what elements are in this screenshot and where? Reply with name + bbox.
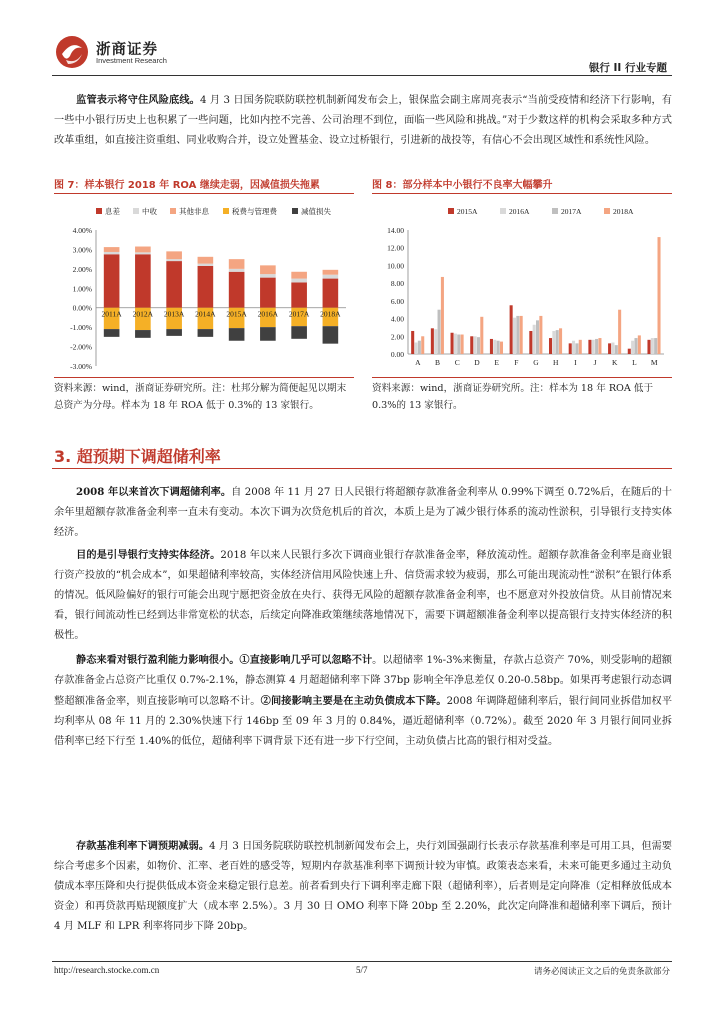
bar-J-2016A xyxy=(592,340,595,354)
paragraph-lead: 目的是引导银行支持实体经济。 xyxy=(76,549,221,561)
bar-A-2015A xyxy=(411,331,414,354)
bar-2017A-0 xyxy=(291,282,307,307)
legend-swatch-1 xyxy=(500,208,506,214)
bar-B-2017A xyxy=(438,310,441,354)
bar-D-2015A xyxy=(470,336,473,354)
bar-2012A-4 xyxy=(135,330,151,338)
y-tick-label: 2.00 xyxy=(390,332,404,342)
bar-C-2015A xyxy=(451,333,454,354)
y-tick-label: -1.00% xyxy=(70,323,92,333)
bar-2013A-1 xyxy=(166,259,182,261)
bar-D-2018A xyxy=(480,317,483,354)
footer-disclaimer: 请务必阅读正文之后的免责条款部分 xyxy=(533,967,670,977)
fig8-source: 资料来源：wind，浙商证券研究所。注：样本为 18 年 ROA 低于 0.3%的 13 家银行。 xyxy=(372,383,654,411)
legend-label-2: 其他非息 xyxy=(179,207,209,216)
bar-L-2018A xyxy=(638,335,641,354)
bar-2015A-2 xyxy=(229,259,245,269)
bar-F-2016A xyxy=(513,318,516,354)
bar-2014A-0 xyxy=(198,266,214,308)
paragraph-deposit-rate xyxy=(54,836,672,937)
bar-D-2016A xyxy=(474,336,477,354)
paragraph-body: 4 月 3 日国务院联防联控机制新闻发布会上，央行刘国强副行长表示存款基准利率是可用工具，但需要综合考虑多个因素，如物价、汇率、老百姓的感受等，短期内存款基准利率下调预计较为审慎。政策表态来看，未来可能更多通过主动负债成本率压降和央行提供低成本资金来稳定银行息差。前者看到央行下调利率走廊下限（超储利率），后者则是定向降准（定相释放低成本资金）和再贷款再贴现额度扩大（成本率 2.5%）。3 月 30 日 OMO 利率下降 20bp 至 2.20%，此次定向降准和超储利率下调后，预计 4 月 MLF 和 LPR 利率将同步下降 20bp。 xyxy=(54,841,672,932)
bar-L-2015A xyxy=(628,349,631,354)
bar-I-2016A xyxy=(572,341,575,354)
brand-name-en: Investment Research xyxy=(96,56,167,65)
bar-K-2018A xyxy=(618,310,621,354)
bar-G-2016A xyxy=(533,325,536,354)
bar-J-2015A xyxy=(588,340,591,354)
paragraph-body-2: 2008 年调降超储利率后，银行间同业拆借加权平均利率从 08 年 11 月的 2.30%快速下行 146bp 至 09 年 3 月的 0.84%，逼近超储利率（0.72%）。截至 2020 年 3 月银行间同业拆借利率已经下行至 1.40%的低位，超储利率下调背景下还有进一步下行空间，主动负债占比高的银行相对受益。 xyxy=(54,696,673,747)
y-tick-label: 6.00 xyxy=(390,296,404,306)
fig7-top-rule xyxy=(54,193,354,194)
x-tick-label: H xyxy=(552,358,559,367)
bar-2012A-1 xyxy=(135,252,151,254)
report-type: 银行 II 行业专题 xyxy=(588,62,667,74)
bar-H-2017A xyxy=(556,330,559,354)
legend-swatch-2 xyxy=(170,208,176,214)
bar-C-2017A xyxy=(457,335,460,354)
page-number: 5/7 xyxy=(356,965,368,975)
x-tick-label: I xyxy=(574,358,577,367)
bar-2012A-0 xyxy=(135,254,151,307)
bar-H-2016A xyxy=(552,331,555,354)
legend-swatch-0 xyxy=(448,208,454,214)
y-tick-label: 12.00 xyxy=(387,243,404,253)
bar-I-2017A xyxy=(575,343,578,354)
x-tick-label: 2015A xyxy=(226,309,247,319)
bar-J-2017A xyxy=(595,339,598,354)
paragraph-body: 2018 年以来人民银行多次下调商业银行存款准备金率，释放流动性。超额存款准备金利率是商业银行资产投放的“机会成本”，如果超储利率较高，实体经济信用风险快速上升、信贷需求较为疲弱，那么可能出现流动性“淤积”在银行体系的情况。低风险偏好的银行可能会出现宁愿把资金放在央行、获得无风险的超额存款准备金利率，也不愿意对外投放信贷。从目前情况来看，银行间流动性已经到达非常宽松的状态，后续定向降准政策继续落地情况下，需要下调超额准备金利率以提高银行支持实体经济的积极性。 xyxy=(54,550,672,641)
bar-K-2015A xyxy=(608,343,611,354)
legend-label-0: 息差 xyxy=(105,207,120,216)
fig7-chart xyxy=(54,196,354,376)
bar-2011A-2 xyxy=(104,247,120,252)
bar-2012A-2 xyxy=(135,247,151,253)
y-tick-label: 0.00 xyxy=(390,350,404,359)
x-tick-label: 2017A xyxy=(288,309,310,319)
paragraph-lead: 存款基准利率下调预期减弱。 xyxy=(76,840,210,852)
bar-M-2016A xyxy=(651,338,654,354)
fig8-bottom-rule xyxy=(372,377,672,378)
bar-2016A-2 xyxy=(260,265,276,274)
bar-L-2016A xyxy=(631,341,634,354)
bar-2018A-4 xyxy=(323,326,339,343)
x-tick-label: A xyxy=(415,358,421,367)
legend-label-1: 中收 xyxy=(142,207,157,216)
section-divider xyxy=(52,468,672,469)
bar-2018A-2 xyxy=(323,270,339,275)
x-tick-label: 2013A xyxy=(163,309,185,319)
paragraph-lead: 静态来看对银行盈利能力影响很小。①直接影响几乎可以忽略不计 xyxy=(76,654,373,666)
x-tick-label: 2014A xyxy=(195,309,216,319)
bar-M-2015A xyxy=(647,340,650,354)
x-tick-label: D xyxy=(474,358,480,367)
paragraph-body: 4 月 3 日国务院联防联控机制新闻发布会上，银保监会副主席周亮表示“当前受疫情和经济下行影响，有一些中小银行历史上也积累了一些问题，比如内控不完善、公司治理不到位，面临一些风险和挑战。”对于少数这样的机构会采取多种方式改革重组，如直接注资重组、同业收购合并，设立处置基金、设立过桥银行，引进新的战投等，有信心不会出现区域性和系统性风险。 xyxy=(54,95,672,146)
x-tick-label: L xyxy=(632,358,637,367)
bar-H-2015A xyxy=(549,338,552,354)
bar-G-2018A xyxy=(539,316,542,354)
x-tick-label: E xyxy=(494,358,499,367)
legend-swatch-3 xyxy=(604,208,610,214)
paragraph-body: 。以超储率 1%-3%来衡量，存款占总资产 70%，则受影响的超额存款准备金占总资产比重仅 0.7%-2.1%，静态测算 4 月超超储利率下降 37bp 影响全年净息差仅 0.20-0.58bp。如果再考虑银行动态调整超额准备金率，则直接影响可以忽略不计。 xyxy=(54,655,672,707)
bar-2011A-0 xyxy=(104,254,120,307)
y-tick-label: 3.00% xyxy=(72,245,92,255)
y-tick-label: 14.00 xyxy=(387,226,404,235)
bar-K-2017A xyxy=(615,345,618,354)
legend-swatch-0 xyxy=(96,208,102,214)
x-tick-label: 2012A xyxy=(132,309,154,319)
x-tick-label: 2018A xyxy=(320,309,341,319)
bar-J-2018A xyxy=(598,338,601,354)
footer-divider xyxy=(52,961,672,962)
bar-L-2017A xyxy=(634,338,637,354)
y-tick-label: 1.00% xyxy=(72,284,92,294)
y-tick-label: 8.00 xyxy=(390,279,404,289)
paragraph-regulatory-risk xyxy=(54,90,672,151)
x-tick-label: F xyxy=(514,358,519,367)
legend-swatch-3 xyxy=(223,208,229,214)
x-tick-label: G xyxy=(533,358,539,367)
bar-A-2018A xyxy=(421,336,424,354)
bar-2013A-2 xyxy=(166,251,182,259)
footer-url[interactable]: http://research.stocke.com.cn xyxy=(54,965,160,975)
bar-I-2018A xyxy=(579,340,582,354)
legend-swatch-2 xyxy=(552,208,558,214)
x-tick-label: K xyxy=(612,358,618,367)
bar-H-2018A xyxy=(559,328,562,354)
paragraph-purpose xyxy=(54,545,672,646)
bar-I-2015A xyxy=(569,343,572,354)
bar-2018A-0 xyxy=(323,279,339,308)
legend-label-3: 税费与管理费 xyxy=(232,207,277,216)
bar-E-2018A xyxy=(500,342,503,354)
paragraph-lead: 2008 年以来首次下调超储利率。 xyxy=(76,486,232,498)
y-tick-label: 10.00 xyxy=(387,261,404,271)
x-tick-label: J xyxy=(593,358,597,367)
bar-2016A-1 xyxy=(260,274,276,277)
fig8-top-rule xyxy=(372,193,672,194)
brand-name-cn: 浙商证券 xyxy=(96,42,158,58)
y-tick-label: -3.00% xyxy=(70,362,92,371)
legend-swatch-4 xyxy=(292,208,298,214)
bar-2011A-1 xyxy=(104,252,120,254)
paragraph-lead-2: ②间接影响主要是在主动负债成本下降。 xyxy=(260,695,447,707)
bar-2014A-1 xyxy=(198,264,214,266)
legend-label-0: 2015A xyxy=(457,207,478,216)
y-tick-label: 4.00 xyxy=(390,314,404,324)
bar-2013A-4 xyxy=(166,329,182,336)
bar-2014A-2 xyxy=(198,257,214,264)
bar-2016A-4 xyxy=(260,327,276,341)
bar-F-2017A xyxy=(516,316,519,354)
bar-E-2016A xyxy=(493,340,496,354)
bar-2015A-4 xyxy=(229,328,245,341)
y-tick-label: 2.00% xyxy=(72,264,92,274)
y-tick-label: -2.00% xyxy=(70,342,92,352)
bar-B-2016A xyxy=(434,329,437,354)
bar-2015A-1 xyxy=(229,269,245,272)
bar-A-2017A xyxy=(418,341,421,354)
legend-label-1: 2016A xyxy=(509,207,530,216)
bar-2011A-4 xyxy=(104,329,120,337)
bar-B-2015A xyxy=(431,328,434,354)
fig7-title: 图 7：样本银行 2018 年 ROA 继续走弱，因减值损失拖累 xyxy=(54,180,320,191)
bar-M-2017A xyxy=(654,338,657,354)
section-title: 3. 超预期下调超储利率 xyxy=(54,447,221,466)
legend-label-3: 2018A xyxy=(613,207,634,216)
legend-label-2: 2017A xyxy=(561,207,582,216)
bar-B-2018A xyxy=(441,277,444,354)
bar-G-2015A xyxy=(529,331,532,354)
bar-2014A-4 xyxy=(198,329,214,337)
x-tick-label: 2011A xyxy=(101,309,122,319)
bar-2018A-1 xyxy=(323,275,339,279)
bar-M-2018A xyxy=(658,237,661,354)
legend-swatch-1 xyxy=(133,208,139,214)
x-tick-label: 2016A xyxy=(257,309,279,319)
bar-E-2017A xyxy=(497,341,500,354)
bar-2013A-0 xyxy=(166,261,182,308)
paragraph-body: 自 2008 年 11 月 27 日人民银行将超额存款准备金利率从 0.99%下调至 0.72%后，在随后的十余年里超额存款准备金利率一直未有变动。本次下调为次贷危机后的首次，本质上是为了减少银行体系的流动性淤积，引导银行支持实体经济。 xyxy=(54,487,672,538)
bar-C-2016A xyxy=(454,334,457,354)
x-tick-label: C xyxy=(454,358,460,367)
bar-C-2018A xyxy=(461,335,464,354)
legend-label-4: 减值损失 xyxy=(301,207,331,216)
paragraph-lead: 监管表示将守住风险底线。 xyxy=(76,94,200,106)
brand-logo xyxy=(52,34,92,70)
bar-F-2018A xyxy=(520,316,523,354)
bar-2017A-2 xyxy=(291,272,307,279)
bar-2017A-4 xyxy=(291,326,307,339)
y-tick-label: 4.00% xyxy=(72,226,92,235)
bar-2015A-0 xyxy=(229,272,245,308)
paragraph-static-impact xyxy=(54,650,672,752)
x-tick-label: M xyxy=(650,358,658,367)
paragraph-first-cut xyxy=(54,482,672,543)
fig7-bottom-rule xyxy=(54,377,354,378)
bar-D-2017A xyxy=(477,337,480,354)
y-tick-label: 0.00% xyxy=(72,303,92,313)
header-divider xyxy=(52,75,672,76)
x-tick-label: B xyxy=(435,358,441,367)
fig8-chart xyxy=(372,196,672,376)
fig7-source: 资料来源：wind，浙商证券研究所。注：杜邦分解为简便起见以期末总资产为分母。样本为 18 年 ROA 低于 0.3%的 13 家银行。 xyxy=(54,383,347,411)
bar-A-2016A xyxy=(414,342,417,354)
bar-E-2015A xyxy=(490,339,493,354)
bar-F-2015A xyxy=(510,305,513,354)
bar-2016A-0 xyxy=(260,278,276,308)
bar-2017A-1 xyxy=(291,279,307,283)
bar-G-2017A xyxy=(536,320,539,354)
bar-K-2016A xyxy=(611,342,614,354)
fig8-title: 图 8：部分样本中小银行不良率大幅攀升 xyxy=(372,180,553,191)
